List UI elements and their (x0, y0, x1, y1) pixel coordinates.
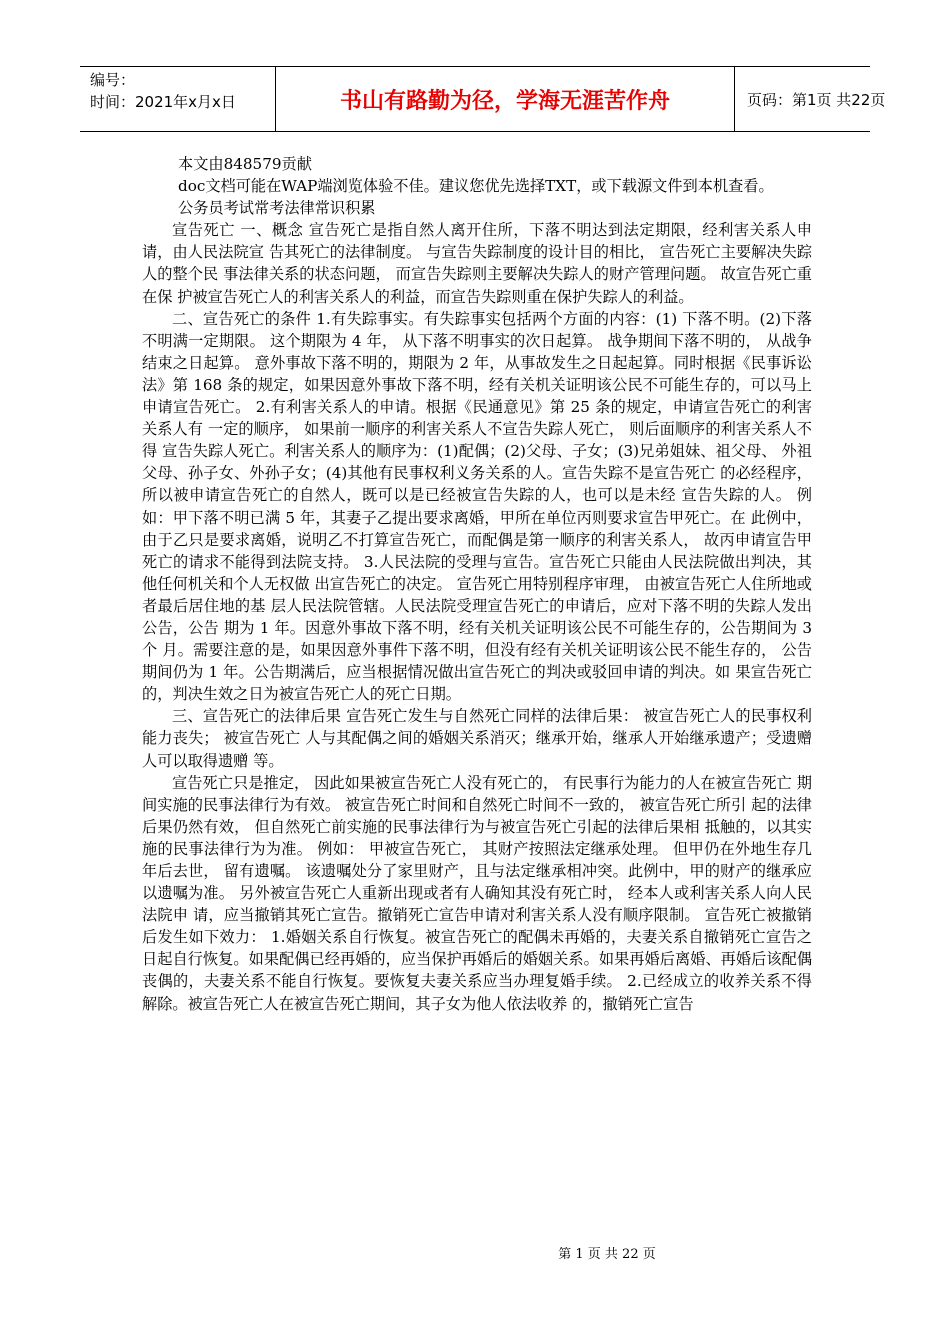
section-conditions: 二、宣告死亡的条件 1.有失踪事实。有失踪事实包括两个方面的内容：(1) 下落不明。(2)下落不明满一定期限。 这个期限为 4 年， 从下落不明事实的次日起算。 战争期间下落不明的， 从战争结束之日起算。 意外事故下落不明的，期限为 2 年，从事故发生之日起起算。同时根据《民事诉讼法》第 168 条的规定，如果因意外事故下落不明，经有关机关证明该公民不可能生存的，可以马上 申请宣告死亡。 2.有利害关系人的申请。根据《民通意见》第 25 条的规定，申请宣告死亡的利害关系人有 一定的顺序， 如果前一顺序的利害关系人不宣告失踪人死亡， 则后面顺序的利害关系人不得 宣告失踪人死亡。利害关系人的顺序为：(1)配偶；(2)父母、子女；(3)兄弟姐妹、祖父母、 外祖父母、孙子女、外孙子女；(4)其他有民事权利义务关系的人。宣告失踪不是宣告死亡 的必经程序，所以被申请宣告死亡的自然人，既可以是已经被宣告失踪的人，也可以是未经 宣告失踪的人。 例如：甲下落不明已满 5 年，其妻子乙提出要求离婚，甲所在单位丙则要求宣告甲死亡。在 此例中，由于乙只是要求离婚，说明乙不打算宣告死亡，而配偶是第一顺序的利害关系人， 故丙申请宣告甲死亡的请求不能得到法院支持。 3.人民法院的受理与宣告。宣告死亡只能由人民法院做出判决，其他任何机关和个人无权做 出宣告死亡的决定。 宣告死亡用特别程序审理， 由被宣告死亡人住所地或者最后居住地的基 层人民法院管辖。人民法院受理宣告死亡的申请后，应对下落不明的失踪人发出公告，公告 期为 1 年。因意外事故下落不明，经有关机关证明该公民不可能生存的，公告期间为 3 个 月。需要注意的是，如果因意外事件下落不明，但没有经有关机关证明该公民不能生存的， 公告期间仍为 1 年。公告期满后，应当根据情况做出宣告死亡的判决或驳回申请的判决。如 果宣告死亡的，判决生效之日为被宣告死亡人的死亡日期。 (142, 309, 812, 704)
section-concept: 宣告死亡 一、概念 宣告死亡是指自然人离开住所，下落不明达到法定期限，经利害关系人申请，由人民法院宣 告其死亡的法律制度。 与宣告失踪制度的设计目的相比， 宣告死亡主要解决失踪人的整个民 事法律关系的状态问题， 而宣告失踪则主要解决失踪人的财产管理问题。 故宣告死亡重在保 护被宣告死亡人的利害关系人的利益，而宣告失踪则重在保护失踪人的利益。 (142, 221, 812, 306)
document-time-label: 时间：2021年x月x日 (90, 93, 236, 111)
wap-notice: doc文档可能在WAP端浏览体验不佳。建议您优先选择TXT，或下载源文件到本机查看。 (178, 177, 774, 196)
header-meta (80, 67, 275, 131)
page-footer (0, 1243, 950, 1262)
header-page-cell (735, 67, 886, 131)
page-header (80, 66, 886, 132)
section-revocation: 宣告死亡只是推定， 因此如果被宣告死亡人没有死亡的， 有民事行为能力的人在被宣告死亡 期间实施的民事法律行为有效。 被宣告死亡时间和自然死亡时间不一致的， 被宣告死亡所引 起的法律后果仍然有效， 但自然死亡前实施的民事法律行为与被宣告死亡引起的法律后果相 抵触的，以其实施的民事法律行为为准。 例如： 甲被宣告死亡， 其财产按照法定继承处理。 但甲仍在外地生存几年后去世， 留有遗嘱。 该遗嘱处分了家里财产，且与法定继承相冲突。此例中，甲的财产的继承应以遗嘱为准。 另外被宣告死亡人重新出现或者有人确知其没有死亡时， 经本人或利害关系人向人民法院申 请，应当撤销其死亡宣告。撤销死亡宣告申请对利害关系人没有顺序限制。 宣告死亡被撤销后发生如下效力： 1.婚姻关系自行恢复。被宣告死亡的配偶未再婚的，夫妻关系自撤销死亡宣告之日起自行恢复。如果配偶已经再婚的，应当保护再婚后的婚姻关系。如果再婚后离婚、再婚后该配偶丧偶的，夫妻关系不能自行恢复。要恢复夫妻关系应当办理复婚手续。 2.已经成立的收养关系不得解除。被宣告死亡人在被宣告死亡期间，其子女为他人依法收养 的，撤销死亡宣告 (142, 773, 812, 1013)
document-number-label: 编号： (90, 71, 136, 89)
header-motto: 书山有路勤为径，学海无涯苦作舟 (339, 88, 670, 114)
document-title: 公务员考试常考法律常识积累 (178, 199, 376, 218)
footer-page-number: 第 1 页 共 22 页 (558, 1247, 656, 1262)
header-motto-cell (275, 67, 735, 131)
section-consequences: 三、宣告死亡的法律后果 宣告死亡发生与自然死亡同样的法律后果： 被宣告死亡人的民事权利能力丧失； 被宣告死亡 人与其配偶之间的婚姻关系消灭；继承开始，继承人开始继承遗产；受遗赠人可以取得遗赠 等。 (142, 707, 812, 770)
document-body (142, 153, 812, 1015)
source-line: 本文由848579贡献 (178, 155, 312, 173)
header-page-label: 页码：第1页 共22页 (747, 90, 886, 109)
